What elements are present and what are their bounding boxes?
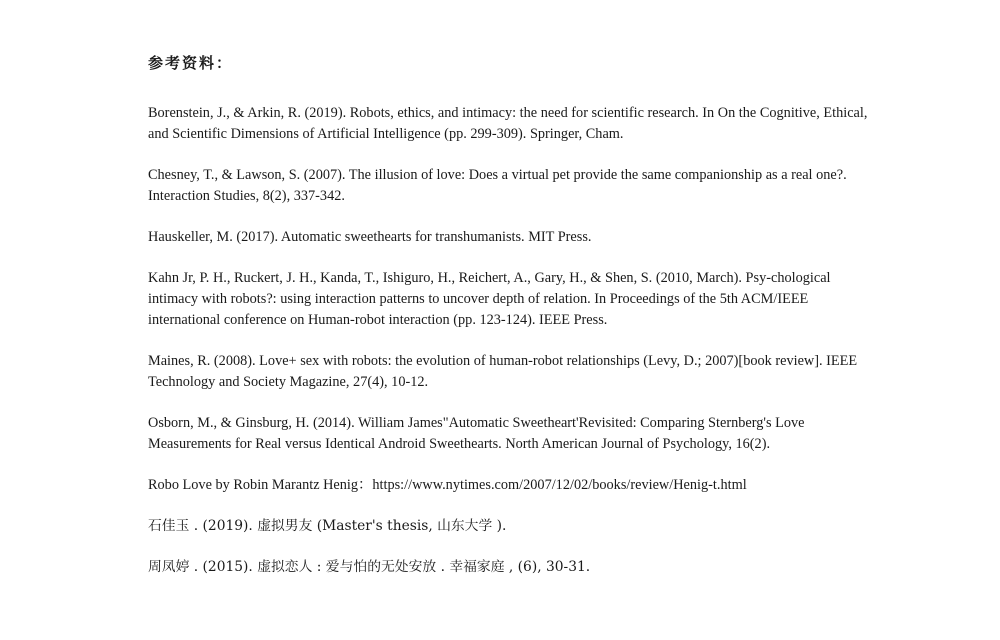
references-heading: 参考资料： [148,54,234,72]
reference-item: Robo Love by Robin Marantz Henig：https://www.nytimes.com/2007/12/02/books/review/Henig-t.html [148,477,747,493]
reference-item: Maines, R. (2008). Love+ sex with robots: the evolution of human-robot relationships (Levy, D.; 2007)[book review]. IEEE Technology and Society Magazine, 27(4), 10-12. [148,353,858,390]
reference-item: Osborn, M., & Ginsburg, H. (2014). William James"Automatic Sweetheart'Revisited: Comparing Sternberg's Love Measurements for Real versus Identical Android Sweethearts. North American Journal of Psychology, 16(2). [148,415,805,452]
reference-item: Kahn Jr, P. H., Ruckert, J. H., Kanda, T., Ishiguro, H., Reichert, A., Gary, H., & Shen, S. (2010, March). Psy-chological intimacy with robots?: using interaction patterns to uncover depth of relation. In Proceedings of the 5th ACM/IEEE international conference on Human-robot interaction (pp. 123-124). IEEE Press. [148,270,831,328]
reference-item: Borenstein, J., & Arkin, R. (2019). Robots, ethics, and intimacy: the need for scientific research. In On the Cognitive, Ethical, and Scientific Dimensions of Artificial Intelligence (pp. 299-309). Springer, Cham. [148,105,868,142]
reference-list [148,103,873,578]
reference-item: Hauskeller, M. (2017). Automatic sweethearts for transhumanists. MIT Press. [148,229,592,245]
reference-item: 周凤婷 . (2015). 虚拟恋人 : 爱与怕的无处安放 . 幸福家庭 , (6), 30-31. [148,559,591,575]
document-page [148,50,873,598]
reference-item: Chesney, T., & Lawson, S. (2007). The illusion of love: Does a virtual pet provide the same companionship as a real one?. Interaction Studies, 8(2), 337-342. [148,167,847,204]
reference-item: 石佳玉 . (2019). 虚拟男友 (Master's thesis, 山东大学 ). [148,518,507,534]
